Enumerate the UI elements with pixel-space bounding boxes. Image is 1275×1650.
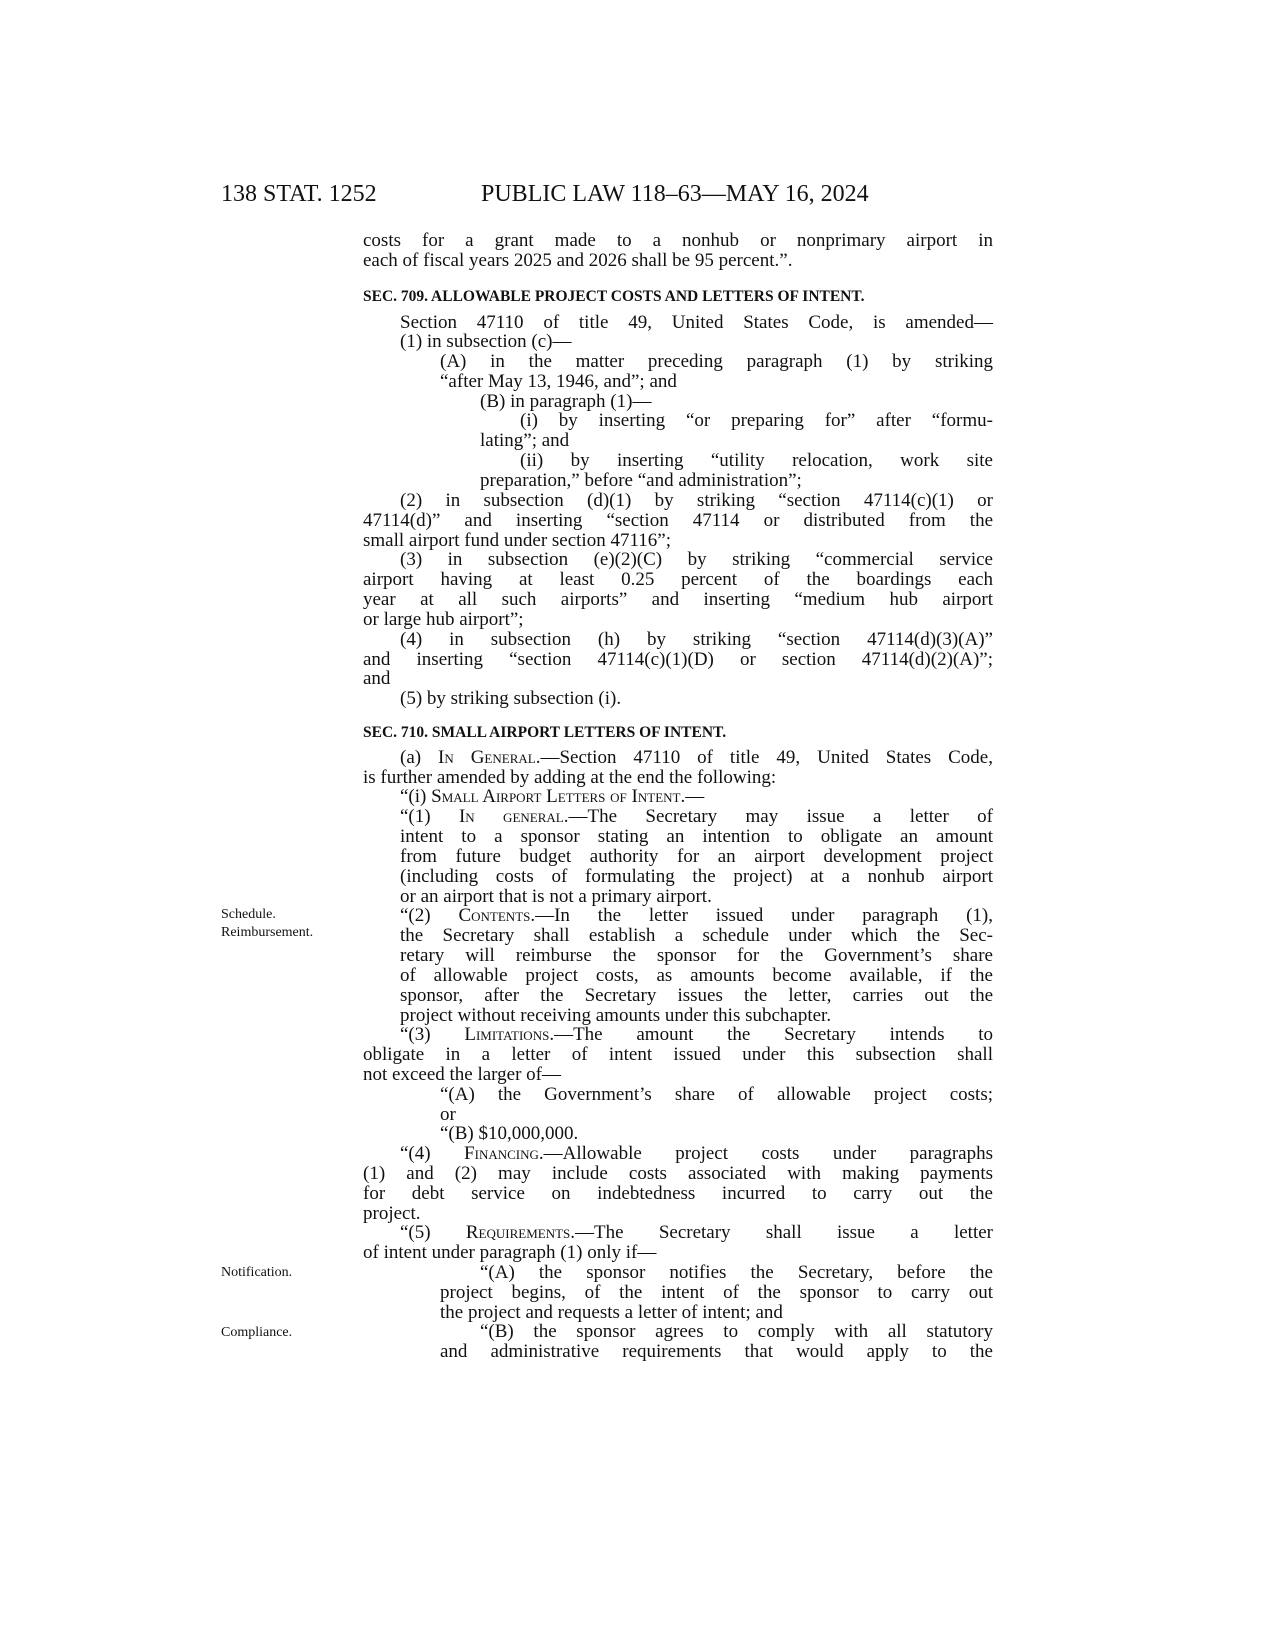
small-caps-heading: Small Airport Letters of Intent	[431, 786, 681, 807]
margin-note-reimbursement: Reimbursement.	[221, 925, 314, 940]
text-line: of allowable project costs, as amounts become available, if the	[400, 965, 993, 986]
text-line: preparation,” before “and administration”;	[480, 470, 802, 491]
text-line: each of fiscal years 2025 and 2026 shall be 95 percent.”.	[363, 250, 793, 271]
text-line: sponsor, after the Secretary issues the letter, carries out the	[400, 985, 993, 1006]
small-caps-heading: Requirements	[465, 1222, 571, 1243]
text-line: project begins, of the intent of the sponsor to carry out	[440, 1282, 993, 1303]
text-line: not exceed the larger of—	[363, 1064, 562, 1085]
margin-note-schedule: Schedule.	[221, 907, 276, 922]
text-line: and	[363, 668, 391, 689]
section-heading: SEC. 709. ALLOWABLE PROJECT COSTS AND LETTERS OF INTENT.	[363, 288, 865, 305]
margin-note-compliance: Compliance.	[221, 1325, 293, 1340]
text-line: year at all such airports” and inserting “medium hub airport	[363, 589, 993, 610]
text-line: the project and requests a letter of intent; and	[440, 1302, 783, 1323]
text-line: and inserting “section 47114(c)(1)(D) or section 47114(d)(2)(A)”;	[363, 649, 993, 670]
text-line: “(A) the Government’s share of allowable project costs;	[440, 1084, 993, 1105]
small-caps-heading: In General	[438, 747, 536, 768]
text-line: from future budget authority for an airport development project	[400, 846, 993, 867]
text-line: obligate in a letter of intent issued under this subsection shall	[363, 1044, 993, 1065]
margin-note-notification: Notification.	[221, 1265, 293, 1280]
text-line: (1) in subsection (c)—	[400, 331, 572, 352]
text-line: for debt service on indebtedness incurred to carry out the	[363, 1183, 993, 1204]
text-line: costs for a grant made to a nonhub or nonprimary airport in	[363, 230, 993, 251]
text-line: project without receiving amounts under this subchapter.	[400, 1005, 832, 1026]
text-line: “(B) the sponsor agrees to comply with all statutory	[480, 1321, 993, 1342]
text-line: airport having at least 0.25 percent of the boardings each	[363, 569, 993, 590]
text-line: “(3) Limitations.—The amount the Secretary intends to	[400, 1024, 994, 1045]
text-line: (5) by striking subsection (i).	[400, 688, 622, 709]
text-line: (4) in subsection (h) by striking “section 47114(d)(3)(A)”	[400, 629, 993, 650]
text-line: or large hub airport”;	[363, 609, 524, 630]
text-line: or an airport that is not a primary airport.	[400, 886, 712, 907]
text-line: (a) In General.—Section 47110 of title 49, United States Code,	[400, 747, 993, 768]
text-line: “(1) In general.—The Secretary may issue a letter of	[400, 806, 993, 827]
text-line: (B) in paragraph (1)—	[480, 391, 652, 412]
text-line: (ii) by inserting “utility relocation, work site	[520, 450, 993, 471]
text-line: “(i) Small Airport Letters of Intent.—	[400, 786, 705, 807]
text-line: or	[440, 1104, 456, 1125]
text-line: is further amended by adding at the end the following:	[363, 767, 777, 788]
text-line: (1) and (2) may include costs associated with making payments	[363, 1163, 993, 1184]
text-line: “after May 13, 1946, and”; and	[440, 371, 677, 392]
text-line: (i) by inserting “or preparing for” after “formu-	[520, 410, 993, 431]
text-line: and administrative requirements that would apply to the	[440, 1341, 993, 1362]
text-line: (including costs of formulating the project) at a nonhub airport	[400, 866, 993, 887]
text-line: 47114(d)” and inserting “section 47114 or distributed from the	[363, 510, 993, 531]
text-line: (2) in subsection (d)(1) by striking “section 47114(c)(1) or	[400, 490, 993, 511]
small-caps-heading: Contents	[458, 905, 531, 926]
text-line: project.	[363, 1203, 421, 1224]
text-line: (A) in the matter preceding paragraph (1) by striking	[440, 351, 993, 372]
text-line: “(A) the sponsor notifies the Secretary, before the	[480, 1262, 993, 1283]
text-line: intent to a sponsor stating an intention to obligate an amount	[400, 826, 993, 847]
text-line: “(4) Financing.—Allowable project costs under paragraphs	[400, 1143, 993, 1164]
small-caps-heading: In general	[458, 806, 564, 827]
text-line: small airport fund under section 47116”;	[363, 530, 671, 551]
text-line: “(2) Contents.—In the letter issued under paragraph (1),	[400, 905, 994, 926]
small-caps-heading: Limitations	[464, 1024, 550, 1045]
text-line: the Secretary shall establish a schedule under which the Sec-	[400, 925, 993, 946]
text-line: lating”; and	[480, 430, 570, 451]
text-line: Section 47110 of title 49, United States Code, is amended—	[400, 312, 993, 333]
text-line: (3) in subsection (e)(2)(C) by striking “commercial service	[400, 549, 993, 570]
text-line: retary will reimburse the sponsor for the Government’s share	[400, 945, 993, 966]
text-line: of intent under paragraph (1) only if—	[363, 1242, 657, 1263]
section-heading: SEC. 710. SMALL AIRPORT LETTERS OF INTENT.	[363, 724, 727, 741]
running-head: PUBLIC LAW 118–63—MAY 16, 2024	[481, 181, 869, 207]
text-line: “(B) $10,000,000.	[440, 1123, 579, 1144]
stat-page-number: 138 STAT. 1252	[221, 181, 377, 207]
small-caps-heading: Financing	[464, 1143, 539, 1164]
text-line: “(5) Requirements.—The Secretary shall issue a letter	[400, 1222, 994, 1243]
